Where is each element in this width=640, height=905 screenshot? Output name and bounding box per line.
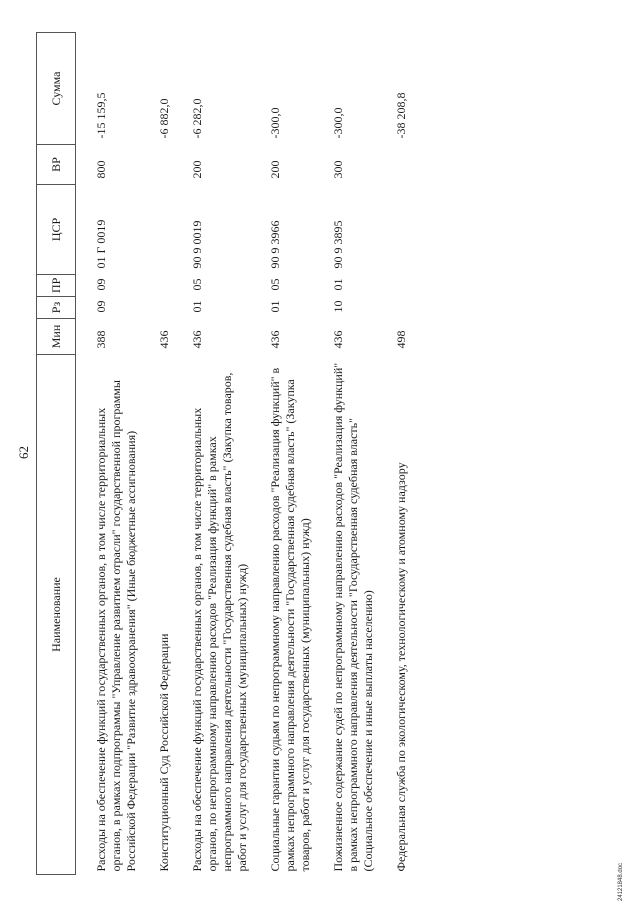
row-pr	[394, 275, 409, 297]
col-header-rz: Рз	[37, 297, 76, 319]
row-name: Федеральная служба по экологическому, технологическому и атомному надзору	[394, 462, 408, 872]
col-header-sum: Сумма	[37, 33, 76, 145]
row-sum: -38 208,8	[394, 92, 408, 139]
row-rz	[394, 297, 409, 319]
row-rz: 10	[331, 300, 345, 313]
row-name: Конституционный Суд Российской Федерации	[157, 633, 171, 872]
col-header-name: Наименование	[37, 355, 76, 875]
row-vr: 200	[190, 160, 204, 179]
row-pr: 05	[190, 278, 204, 291]
row-pr: 05	[268, 278, 282, 291]
row-vr: 200	[268, 160, 282, 179]
row-name: Социальные гарантии судьям по непрограммному направлению расходов "Реализация функций" в рамках непрограммного направления деятельности "Государственная судебная власть" (Закупка товаров, работ и услуг для государственных (муниципальных) нужд)	[268, 367, 312, 872]
row-csr: 90 9 0019	[190, 220, 204, 269]
table-row	[394, 33, 409, 875]
file-id: 24121848.doc	[618, 862, 624, 901]
row-min: 436	[157, 330, 171, 349]
row-csr: 90 9 3966	[268, 220, 282, 269]
table-header	[37, 33, 76, 875]
row-sum: -300,0	[268, 107, 282, 139]
row-vr	[394, 145, 409, 185]
col-header-csr: ЦСР	[37, 185, 76, 275]
row-csr	[394, 185, 409, 275]
col-header-vr: ВР	[37, 145, 76, 185]
row-name: Расходы на обеспечение функций государственных органов, в том числе территориальных органов, в рамках подпрограммы "Управление развитием отрасли" государственной программы Российской Федерации "Развитие здравоохранения" (Иные бюджетные ассигнования)	[94, 380, 138, 872]
row-min: 436	[331, 330, 345, 349]
row-name: Пожизненное содержание судей по непрограммному направлению расходов "Реализация функций" в рамках непрограммного направления деятельности "Государственная судебная власть" (Социальное обеспечение и иные выплаты населению)	[331, 362, 375, 872]
row-rz: 01	[190, 300, 204, 313]
table-row	[157, 33, 172, 875]
row-vr: 300	[331, 160, 345, 179]
row-csr	[157, 185, 172, 275]
row-pr: 09	[94, 278, 108, 291]
row-sum: -300,0	[331, 107, 345, 139]
col-header-pr: ПР	[37, 275, 76, 297]
table-row	[190, 33, 250, 875]
table-row	[268, 33, 313, 875]
page-number: 62	[16, 446, 31, 459]
row-vr	[157, 145, 172, 185]
row-pr: 01	[331, 278, 345, 291]
row-vr: 800	[94, 160, 108, 179]
row-sum: -6 282,0	[190, 98, 204, 139]
row-rz: 01	[268, 300, 282, 313]
row-name: Расходы на обеспечение функций государственных органов, в том числе территориальных органов, по непрограммному направлению расходов "Реализация функций" в рамках непрограммного направления деятельности "Государственная судебная власть" (Закупка товаров, работ и услуг для государственных (муниципальных) нужд)	[190, 372, 249, 872]
row-csr: 01 Г 0019	[94, 219, 108, 269]
row-csr: 90 9 3895	[331, 220, 345, 269]
row-pr	[157, 275, 172, 297]
row-min: 436	[190, 330, 204, 349]
col-header-min: Мин	[37, 319, 76, 355]
row-sum: -15 159,5	[94, 92, 108, 139]
table-row	[94, 33, 139, 875]
row-min: 498	[394, 330, 408, 349]
row-min: 436	[268, 330, 282, 349]
row-rz	[157, 297, 172, 319]
row-sum: -6 882,0	[157, 98, 171, 139]
row-min: 388	[94, 330, 108, 349]
row-rz: 09	[94, 300, 108, 313]
table-row	[331, 33, 376, 875]
budget-table	[36, 32, 409, 875]
